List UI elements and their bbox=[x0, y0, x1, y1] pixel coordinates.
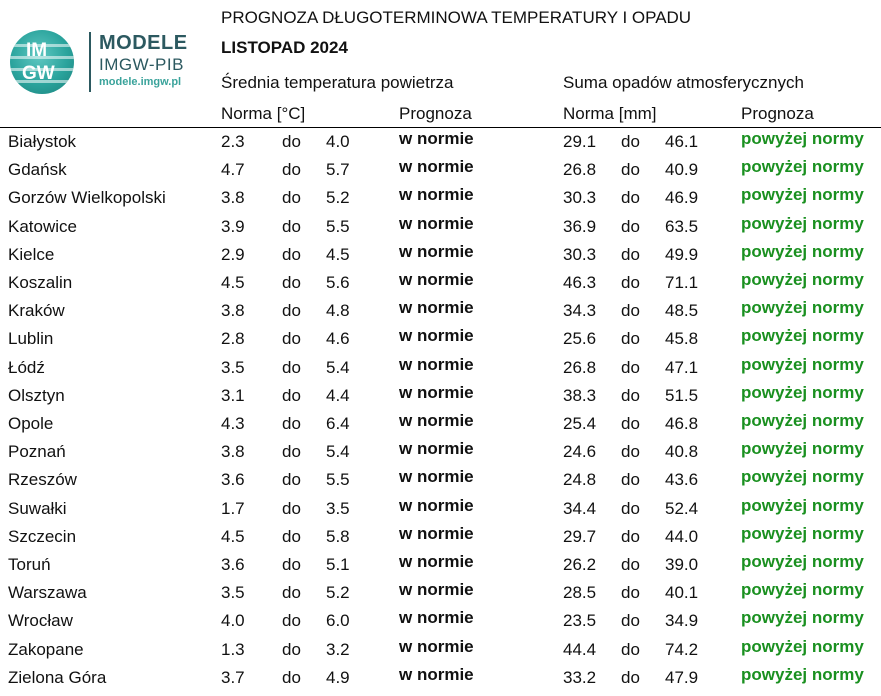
temp-norm-max: 4.6 bbox=[326, 329, 350, 349]
precip-norm-separator: do bbox=[621, 216, 640, 236]
precip-norm-max: 49.9 bbox=[665, 244, 699, 264]
temp-forecast: w normie bbox=[399, 157, 474, 177]
temp-norm-max: 4.0 bbox=[326, 132, 350, 151]
temp-forecast-header: Prognoza bbox=[399, 104, 472, 123]
temp-norm-max: 5.8 bbox=[326, 526, 350, 546]
city-cell: Łódź bbox=[8, 357, 45, 377]
precip-forecast: powyżej normy bbox=[741, 467, 864, 487]
precip-norm-min: 29.1 bbox=[563, 132, 597, 151]
precip-norm-min: 26.8 bbox=[563, 357, 597, 377]
precip-forecast: powyżej normy bbox=[741, 608, 864, 628]
table-row bbox=[0, 580, 881, 611]
temp-forecast: w normie bbox=[399, 213, 474, 233]
temp-norm-min: 1.7 bbox=[221, 498, 245, 518]
city-cell: Zielona Góra bbox=[8, 667, 107, 687]
header-divider bbox=[0, 127, 881, 128]
temp-norm-separator: do bbox=[282, 301, 301, 321]
city-cell: Wrocław bbox=[8, 611, 73, 631]
table-row bbox=[0, 213, 881, 245]
temp-norm-max: 4.8 bbox=[326, 301, 350, 321]
city-cell: Toruń bbox=[8, 555, 51, 574]
precip-norm-separator: do bbox=[621, 667, 640, 687]
city-cell: Opole bbox=[8, 414, 54, 433]
precip-norm-max: 40.1 bbox=[665, 583, 699, 603]
temp-forecast: w normie bbox=[399, 326, 474, 346]
precip-norm-min: 34.3 bbox=[563, 301, 597, 321]
precip-forecast: powyżej normy bbox=[741, 129, 864, 148]
temp-forecast: w normie bbox=[399, 636, 474, 656]
precip-norm-separator: do bbox=[621, 188, 640, 208]
temp-norm-separator: do bbox=[282, 667, 301, 687]
temp-norm-separator: do bbox=[282, 132, 301, 151]
precip-forecast: powyżej normy bbox=[741, 636, 864, 656]
precip-norm-min: 46.3 bbox=[563, 273, 597, 292]
city-cell: Kielce bbox=[8, 244, 55, 264]
city-cell: Gorzów Wielkopolski bbox=[8, 188, 166, 208]
temp-norm-separator: do bbox=[282, 498, 301, 518]
page-subtitle: LISTOPAD 2024 bbox=[221, 38, 348, 57]
city-cell: Lublin bbox=[8, 329, 54, 349]
temp-norm-max: 3.5 bbox=[326, 498, 350, 518]
temp-norm-min: 3.8 bbox=[221, 301, 245, 321]
temp-norm-max: 5.5 bbox=[326, 216, 350, 236]
precip-norm-max: 63.5 bbox=[665, 216, 699, 236]
temp-norm-header: Norma [°C] bbox=[221, 104, 306, 123]
precip-norm-separator: do bbox=[621, 470, 640, 490]
temp-forecast: w normie bbox=[399, 467, 474, 487]
precip-norm-max: 39.0 bbox=[665, 555, 699, 574]
temp-norm-min: 4.5 bbox=[221, 273, 245, 292]
table-row bbox=[0, 298, 881, 329]
city-cell: Koszalin bbox=[8, 273, 73, 292]
temp-norm-min: 4.5 bbox=[221, 526, 245, 546]
temp-forecast: w normie bbox=[399, 354, 474, 374]
temp-norm-min: 2.9 bbox=[221, 244, 245, 264]
table-row bbox=[0, 129, 881, 160]
city-cell: Białystok bbox=[8, 132, 77, 151]
temp-forecast: w normie bbox=[399, 495, 474, 515]
temp-norm-separator: do bbox=[282, 357, 301, 377]
precip-norm-max: 45.8 bbox=[665, 329, 699, 349]
precip-norm-min: 28.5 bbox=[563, 583, 597, 603]
temp-norm-separator: do bbox=[282, 216, 301, 236]
table-row bbox=[0, 552, 881, 583]
temp-norm-min: 2.8 bbox=[221, 329, 245, 349]
precip-norm-min: 29.7 bbox=[563, 526, 597, 546]
table-row bbox=[0, 608, 881, 639]
precip-forecast: powyżej normy bbox=[741, 495, 864, 515]
brand-name: MODELE bbox=[99, 32, 188, 54]
brand-url: modele.imgw.pl bbox=[99, 76, 182, 88]
brand-subname: IMGW-PIB bbox=[99, 55, 184, 74]
precip-norm-separator: do bbox=[621, 498, 640, 518]
temp-norm-max: 5.6 bbox=[326, 273, 350, 292]
temp-norm-min: 2.3 bbox=[221, 132, 245, 151]
precip-norm-max: 48.5 bbox=[665, 301, 699, 321]
precipitation-group-header: Suma opadów atmosferycznych bbox=[563, 73, 804, 92]
temp-forecast: w normie bbox=[399, 580, 474, 600]
precip-forecast: powyżej normy bbox=[741, 411, 864, 430]
temp-norm-max: 3.2 bbox=[326, 639, 350, 659]
temp-forecast: w normie bbox=[399, 185, 474, 205]
precip-norm-min: 24.8 bbox=[563, 470, 597, 490]
temp-forecast: w normie bbox=[399, 664, 474, 684]
city-cell: Szczecin bbox=[8, 526, 77, 546]
precip-forecast: powyżej normy bbox=[741, 241, 864, 261]
temp-norm-separator: do bbox=[282, 639, 301, 659]
table-row bbox=[0, 354, 881, 386]
precip-forecast: powyżej normy bbox=[741, 354, 864, 374]
precip-norm-min: 44.4 bbox=[563, 639, 597, 659]
precip-norm-max: 43.6 bbox=[665, 470, 699, 490]
temp-forecast: w normie bbox=[399, 439, 474, 459]
temp-norm-max: 5.2 bbox=[326, 583, 350, 603]
temp-forecast: w normie bbox=[399, 552, 474, 571]
precip-norm-max: 52.4 bbox=[665, 498, 699, 518]
temp-norm-separator: do bbox=[282, 442, 301, 462]
temp-norm-min: 3.5 bbox=[221, 357, 245, 377]
precip-norm-min: 36.9 bbox=[563, 216, 597, 236]
table-row bbox=[0, 270, 881, 301]
emblem-text-top: IM bbox=[26, 40, 48, 61]
city-cell: Olsztyn bbox=[8, 385, 65, 405]
precip-norm-min: 24.6 bbox=[563, 442, 597, 462]
temp-norm-separator: do bbox=[282, 526, 301, 546]
temp-forecast: w normie bbox=[399, 382, 474, 402]
temp-norm-max: 5.7 bbox=[326, 160, 350, 180]
temp-norm-max: 4.5 bbox=[326, 244, 350, 264]
precip-norm-separator: do bbox=[621, 611, 640, 631]
precip-forecast: powyżej normy bbox=[741, 580, 864, 600]
precip-norm-separator: do bbox=[621, 132, 640, 151]
temp-norm-min: 1.3 bbox=[221, 639, 245, 659]
precip-norm-separator: do bbox=[621, 244, 640, 264]
city-cell: Poznań bbox=[8, 442, 66, 462]
precip-norm-min: 26.2 bbox=[563, 555, 597, 574]
table-row bbox=[0, 185, 881, 216]
precip-norm-header: Norma [mm] bbox=[563, 104, 657, 123]
temp-norm-separator: do bbox=[282, 160, 301, 180]
temp-forecast: w normie bbox=[399, 411, 474, 430]
temp-norm-min: 4.0 bbox=[221, 611, 245, 631]
precip-norm-min: 25.6 bbox=[563, 329, 597, 349]
temp-norm-separator: do bbox=[282, 244, 301, 264]
precip-forecast: powyżej normy bbox=[741, 157, 864, 177]
temp-norm-min: 3.6 bbox=[221, 555, 245, 574]
precip-norm-separator: do bbox=[621, 639, 640, 659]
precip-norm-max: 47.9 bbox=[665, 667, 699, 687]
table-row bbox=[0, 411, 881, 442]
temp-forecast: w normie bbox=[399, 298, 474, 318]
precip-norm-max: 46.9 bbox=[665, 188, 699, 208]
temp-norm-separator: do bbox=[282, 385, 301, 405]
table-row bbox=[0, 664, 881, 696]
temp-norm-max: 6.0 bbox=[326, 611, 350, 631]
precip-norm-max: 74.2 bbox=[665, 639, 699, 659]
precip-norm-separator: do bbox=[621, 357, 640, 377]
logo-divider bbox=[89, 32, 91, 92]
temp-norm-max: 5.2 bbox=[326, 188, 350, 208]
table-row bbox=[0, 157, 881, 188]
temp-norm-min: 3.5 bbox=[221, 583, 245, 603]
temp-norm-separator: do bbox=[282, 470, 301, 490]
temp-forecast: w normie bbox=[399, 523, 474, 543]
temp-forecast: w normie bbox=[399, 270, 474, 289]
imgw-emblem-icon bbox=[10, 30, 74, 94]
precip-forecast: powyżej normy bbox=[741, 298, 864, 318]
temp-norm-min: 3.9 bbox=[221, 216, 245, 236]
precip-norm-min: 30.3 bbox=[563, 188, 597, 208]
temp-forecast: w normie bbox=[399, 241, 474, 261]
temp-norm-min: 4.7 bbox=[221, 160, 245, 180]
precip-norm-max: 34.9 bbox=[665, 611, 699, 631]
temperature-group-header: Średnia temperatura powietrza bbox=[221, 73, 454, 92]
precip-forecast-header: Prognoza bbox=[741, 104, 814, 123]
precip-norm-separator: do bbox=[621, 160, 640, 180]
temp-norm-max: 5.5 bbox=[326, 470, 350, 490]
city-cell: Kraków bbox=[8, 301, 65, 321]
table-row bbox=[0, 326, 881, 357]
precip-forecast: powyżej normy bbox=[741, 382, 864, 402]
temp-norm-min: 3.6 bbox=[221, 470, 245, 490]
page-title: PROGNOZA DŁUGOTERMINOWA TEMPERATURY I OPADU bbox=[221, 8, 692, 27]
precip-norm-separator: do bbox=[621, 385, 640, 405]
table-row bbox=[0, 382, 881, 414]
city-cell: Katowice bbox=[8, 216, 77, 236]
precip-norm-max: 44.0 bbox=[665, 526, 699, 546]
precip-norm-separator: do bbox=[621, 273, 640, 292]
precip-norm-min: 30.3 bbox=[563, 244, 597, 264]
precip-forecast: powyżej normy bbox=[741, 552, 864, 571]
precip-norm-min: 23.5 bbox=[563, 611, 597, 631]
city-cell: Zakopane bbox=[8, 639, 84, 659]
table-row bbox=[0, 523, 881, 555]
precip-norm-max: 46.8 bbox=[665, 414, 699, 433]
precip-norm-min: 26.8 bbox=[563, 160, 597, 180]
temp-norm-min: 3.1 bbox=[221, 385, 245, 405]
precip-forecast: powyżej normy bbox=[741, 185, 864, 205]
temp-forecast: w normie bbox=[399, 129, 474, 148]
city-cell: Suwałki bbox=[8, 498, 67, 518]
temp-norm-separator: do bbox=[282, 414, 301, 433]
temp-norm-max: 4.9 bbox=[326, 667, 350, 687]
temp-norm-max: 6.4 bbox=[326, 414, 350, 433]
temp-norm-separator: do bbox=[282, 188, 301, 208]
city-cell: Rzeszów bbox=[8, 470, 77, 490]
precip-norm-separator: do bbox=[621, 583, 640, 603]
imgw-logo bbox=[8, 22, 198, 97]
precip-norm-min: 33.2 bbox=[563, 667, 597, 687]
precip-norm-min: 25.4 bbox=[563, 414, 597, 433]
precip-forecast: powyżej normy bbox=[741, 270, 864, 289]
precip-norm-min: 34.4 bbox=[563, 498, 597, 518]
temp-norm-max: 5.1 bbox=[326, 555, 350, 574]
precip-norm-min: 38.3 bbox=[563, 385, 597, 405]
precip-forecast: powyżej normy bbox=[741, 213, 864, 233]
precip-forecast: powyżej normy bbox=[741, 664, 864, 684]
precip-norm-separator: do bbox=[621, 526, 640, 546]
temp-norm-separator: do bbox=[282, 329, 301, 349]
temp-norm-min: 3.8 bbox=[221, 442, 245, 462]
temp-forecast: w normie bbox=[399, 608, 474, 628]
table-row bbox=[0, 636, 881, 668]
temp-norm-separator: do bbox=[282, 583, 301, 603]
precip-norm-max: 40.9 bbox=[665, 160, 699, 180]
temp-norm-separator: do bbox=[282, 555, 301, 574]
table-row bbox=[0, 467, 881, 498]
precip-norm-max: 40.8 bbox=[665, 442, 699, 462]
table-row bbox=[0, 241, 881, 273]
precip-norm-max: 51.5 bbox=[665, 385, 699, 405]
precip-norm-separator: do bbox=[621, 329, 640, 349]
city-cell: Warszawa bbox=[8, 583, 87, 603]
temp-norm-max: 5.4 bbox=[326, 357, 350, 377]
table-row bbox=[0, 495, 881, 527]
precip-forecast: powyżej normy bbox=[741, 439, 864, 459]
precip-norm-max: 46.1 bbox=[665, 132, 699, 151]
precip-norm-max: 71.1 bbox=[665, 273, 699, 292]
temp-norm-min: 3.8 bbox=[221, 188, 245, 208]
temp-norm-max: 4.4 bbox=[326, 385, 350, 405]
table-row bbox=[0, 439, 881, 470]
temp-norm-separator: do bbox=[282, 273, 301, 292]
temp-norm-min: 3.7 bbox=[221, 667, 245, 687]
emblem-text-bottom: GW bbox=[22, 63, 55, 84]
precip-norm-separator: do bbox=[621, 301, 640, 321]
temp-norm-max: 5.4 bbox=[326, 442, 350, 462]
precip-forecast: powyżej normy bbox=[741, 326, 864, 346]
precip-norm-separator: do bbox=[621, 555, 640, 574]
temp-norm-min: 4.3 bbox=[221, 414, 245, 433]
precip-norm-max: 47.1 bbox=[665, 357, 699, 377]
temp-norm-separator: do bbox=[282, 611, 301, 631]
precip-forecast: powyżej normy bbox=[741, 523, 864, 543]
precip-norm-separator: do bbox=[621, 442, 640, 462]
precip-norm-separator: do bbox=[621, 414, 640, 433]
city-cell: Gdańsk bbox=[8, 160, 67, 180]
